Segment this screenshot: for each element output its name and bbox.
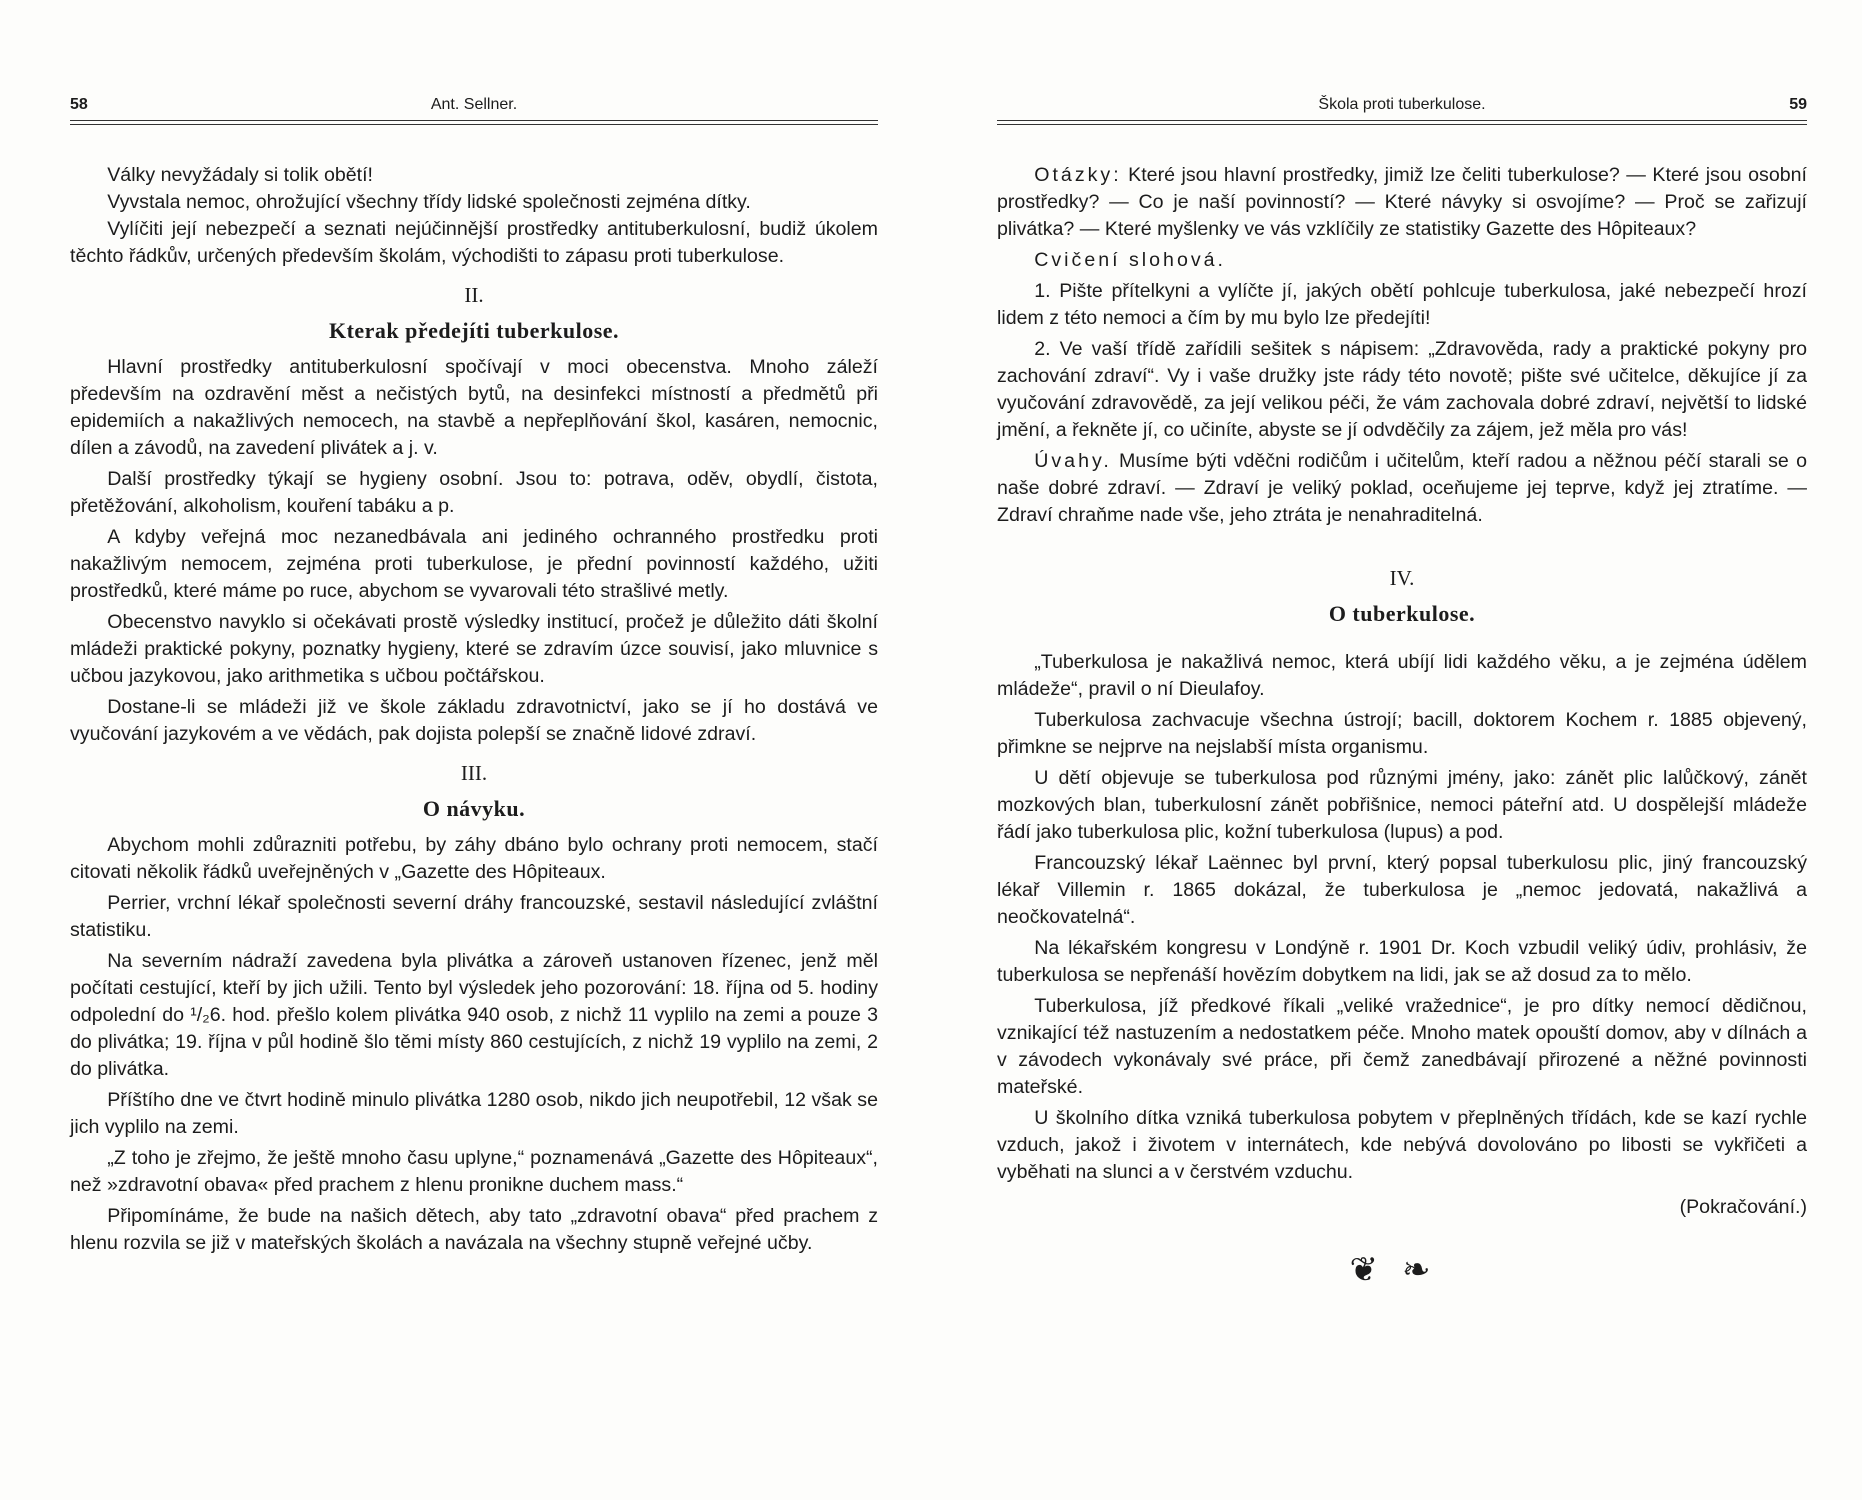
right-page (931, 0, 1862, 1500)
header-rule (997, 124, 1807, 125)
paragraph: Obecenstvo navyklo si očekávati prostě výsledky institucí, pročež je důležito dáti školní mládeži praktické pokyny, poznatky hygieny, které se zdravím úzce souvisí, jako mluvnice s učbou jazykovou, jako arithmetika s učbou počtářskou. (70, 611, 878, 687)
exercise-item: 1. Pište přítelkyni a vylíčte jí, jakých obětí pohlcuje tuberkulosa, jaké nebezpečí hrozí lidem z této nemoci a čím by mu bylo lze předejíti! (997, 280, 1807, 329)
intro-paragraph: Vylíčiti její nebezpečí a seznati nejúčinnější prostředky antituberkulosní, budiž úkolem těchto řádkův, určených především školám, východišti to zápasu proti tuberkulose. (70, 218, 878, 267)
running-head-left: Ant. Sellner. (430, 96, 518, 113)
right-page-header (997, 96, 1807, 118)
paragraph: Tuberkulosa, jíž předkové říkali „veliké vražednice“, je pro dítky nemocí dědičnou, vznikající též nastuzením a nedostatkem péče. Mnoho matek opouští domov, aby v dílnách a v závodech vykonávaly své práce, při čemž zanedbávají přirozené a něžné povinnosti mateřské. (997, 995, 1807, 1098)
section-number: II. (464, 283, 484, 307)
header-rule (997, 120, 1807, 121)
exercise-item: 2. Ve vaší třídě zařídili sešitek s nápisem: „Zdravověda, rady a praktické pokyny pro zachování zdraví“. Vy i vaše družky jste rády této novotě; pište své učitelce, děkujíce jí za vyučování zdravovědě, za její velikou péči, že vám zachovala dobré zdraví, největší to lidské jmění, a řekněte jí, co učiníte, abyste se jí odvděčily za zájem, jež měla pro vás! (997, 338, 1807, 441)
reflections-text: Musíme býti vděčni rodičům i učitelům, kteří radou a něžnou péčí starali se o naše dobré zdraví. — Zdraví je veliký poklad, oceňujeme jej teprve, když jej ztratíme. — Zdraví chraňme nade vše, jeho ztráta je nenahraditelná. (997, 450, 1807, 526)
header-rule (70, 124, 878, 125)
paragraph: Francouzský lékař Laënnec byl první, který popsal tuberkulosu plic, jiný francouzský lékař Villemin r. 1865 dokázal, že tuberkulosa je „nemoc jedovatá, nakažlivá a neočkovatelná“. (997, 852, 1807, 928)
questions-label: Otázky: (1034, 164, 1122, 186)
left-page-header (70, 96, 878, 118)
paragraph: U školního dítka vzniká tuberkulosa pobytem v přeplněných třídách, kde se kazí rychle vzduch, jakož i životem v internátech, kde nebývá dovolováno po libosti se vykřičeti a vyběhati na slunci a v čerstvém vzduchu. (997, 1107, 1807, 1183)
right-page-body (997, 162, 1807, 1290)
paragraph: Připomínáme, že bude na našich dětech, aby tato „zdravotní obava“ před prachem z hlenu rozvila se již v mateřských školách a navázala na všechny stupně veřejné učby. (70, 1205, 878, 1254)
section-number: IV. (1389, 566, 1415, 590)
reflections-label: Úvahy. (1034, 450, 1112, 472)
intro-paragraph: Vyvstala nemoc, ohrožující všechny třídy lidské společnosti zejména dítky. (107, 191, 751, 213)
paragraph: Na lékařském kongresu v Londýně r. 1901 Dr. Koch vzbudil veliký údiv, prohlásiv, že tuberkulosa se nepřenáší hovězím dobytkem na lidi, jak se až dosud za to mělo. (997, 937, 1807, 986)
paragraph: Dostane-li se mládeži již ve škole základu zdravotnictví, jako se jí ho dostává ve vyučování jazykovém a ve vědách, pak dojista polepší se značně lidové zdraví. (70, 696, 878, 745)
paragraph: Tuberkulosa zachvacuje všechna ústrojí; bacill, doktorem Kochem r. 1885 objevený, přimkne se nejprve na nejslabší místa organismu. (997, 709, 1807, 758)
exercises-heading (997, 247, 1807, 274)
paragraph: „Tuberkulosa je nakažlivá nemoc, která ubíjí lidi každého věku, a je zejména údělem mládeže“, pravil o ní Dieulafoy. (997, 651, 1807, 700)
paragraph: Abychom mohli zdůrazniti potřebu, by záhy dbáno bylo ochrany proti nemocem, stačí citovati několik řádků uveřejněných v „Gazette des Hôpiteaux. (70, 834, 878, 883)
paragraph: Další prostředky týkají se hygieny osobní. Jsou to: potrava, oděv, obydlí, čistota, přetěžování, alkoholism, kouření tabáku a p. (70, 468, 878, 517)
page-number-right: 59 (1789, 96, 1807, 113)
paragraph: „Z toho je zřejmo, že ještě mnoho času uplyne,“ poznamenává „Gazette des Hôpiteaux“, než »zdravotní obava« před prachem z hlenu pronikne duchem mass.“ (70, 1147, 878, 1196)
exercises-label: Cvičení slohová. (1034, 249, 1226, 271)
paragraph: Hlavní prostředky antituberkulosní spočívají v moci obecenstva. Mnoho záleží především na ozdravění měst a nečistých bytů, na desinfekci místností a předmětů při epidemiích a nakažlivých nemocech, na stavbě a nepřeplňování škol, kasáren, nemocnic, dílen a závodů, na zavedení plivátek a j. v. (70, 356, 878, 459)
paragraph: Na severním nádraží zavedena byla plivátka a zároveň ustanoven řízenec, jenž měl počítati cestující, kteří by jich užili. Tento byl výsledek jeho pozorování: 18. října od 5. hodiny odpolední do ¹/₂6. hod. přešlo kolem plivátka 940 osob, z nichž 11 vyplilo na zemi a pouze 3 do plivátka; 19. října v půl hodině šlo těmi místy 860 cestujících, z nichž 19 vyplilo na zemi, 2 do plivátka. (70, 950, 878, 1080)
paragraph: A kdyby veřejná moc nezanedbávala ani jediného ochranného prostředku proti nakažlivým nemocem, zejména proti tuberkulose, je přední povinností každého, užiti prostředků, které máme po ruce, abychom se vyvarovali této strašlivé metly. (70, 526, 878, 602)
leaf-ornament-icon: ❦❧ (1349, 1250, 1455, 1290)
reflections-paragraph (997, 448, 1807, 529)
section-title: O tuberkulose. (1328, 601, 1476, 626)
left-page-body (70, 162, 878, 1257)
section-number: III. (460, 761, 488, 785)
paragraph: Perrier, vrchní lékař společnosti severní dráhy francouzské, sestavil následující zvláštní statistiku. (70, 892, 878, 941)
page-number-left: 58 (70, 96, 88, 113)
running-head-right: Škola proti tuberkulose. (1318, 96, 1486, 113)
questions-paragraph (997, 162, 1807, 243)
section-title: Kterak předejíti tuberkulose. (328, 318, 620, 343)
intro-paragraph: Války nevyžádaly si tolik obětí! (107, 164, 373, 186)
questions-text: Které jsou hlavní prostředky, jimiž lze čeliti tuberkulose? — Které jsou osobní prostředky? — Co je naší povinností? — Které návyky si osvojíme? — Proč se zařizují plivátka? — Které myšlenky ve vás vzklíčily ze statistiky Gazette des Hôpiteaux? (997, 164, 1807, 240)
section-title: O návyku. (422, 796, 526, 821)
paragraph: U dětí objevuje se tuberkulosa pod různými jmény, jako: zánět plic lalůčkový, zánět mozkových blan, tuberkulosní zánět pobřišnice, nemoci páteřní atd. U dospělejší mládeže řádí jako tuberkulosa plic, kožní tuberkulosa (lupus) a pod. (997, 767, 1807, 843)
header-rule (70, 120, 878, 121)
paragraph: Příštího dne ve čtvrt hodině minulo plivátka 1280 osob, nikdo jich neupotřebil, 12 však se jich vyplilo na zemi. (70, 1089, 878, 1138)
continuation-note: (Pokračování.) (1679, 1196, 1807, 1218)
